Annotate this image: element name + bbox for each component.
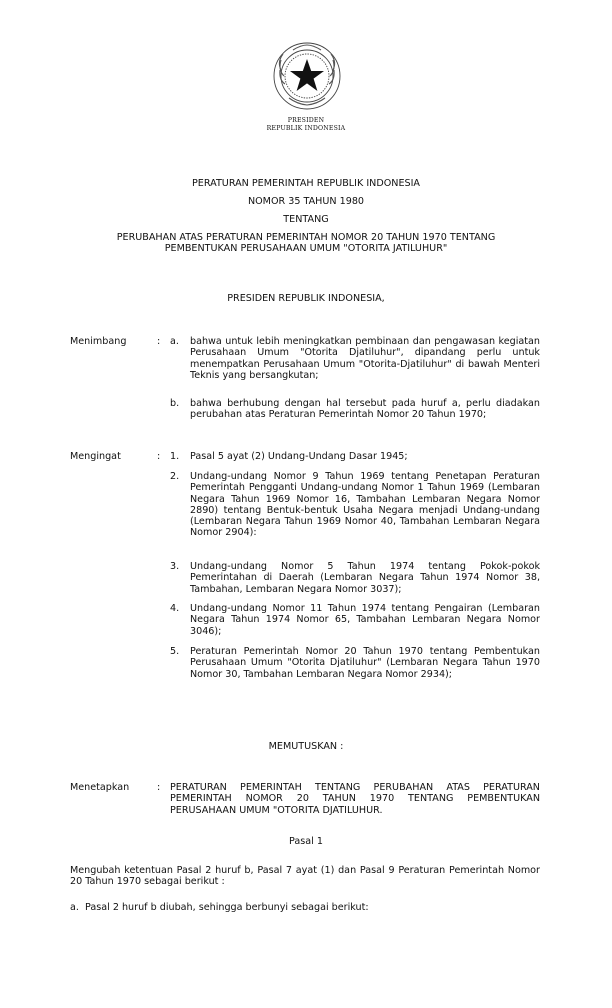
mengingat-mark-5: 5. [170,646,180,657]
menimbang-item-b: bahwa berhubung dengan hal tersebut pada huruf a, perlu diadakan perubahan atas Peraturan Pemerintah Nomor 20 Tahun 1970; [190,398,540,421]
title-line-3: TENTANG [283,214,329,225]
mengingat-label: Mengingat [70,451,121,462]
menimbang-mark-b: b. [170,398,180,409]
menetapkan-colon: : [157,782,161,793]
preamble: PRESIDEN REPUBLIK INDONESIA, [227,293,385,304]
menetapkan-text: PERATURAN PEMERINTAH TENTANG PERUBAHAN ATAS PERATURAN PEMERINTAH NOMOR 20 TAHUN 1970 TENTANG PEMBENTUKAN PERUSAHAAN UMUM "OTORITA DJATILUHUR. [170,782,540,816]
pasal-1-heading: Pasal 1 [289,836,323,847]
menimbang-item-a: bahwa untuk lebih meningkatkan pembinaan dan pengawasan kegiatan Perusahaan Umum "Otorita Djatiluhur", dipandang perlu untuk menempatkan Perusahaan Umum "Otorita-Djatiluhur" di bawah Menteri Teknis yang bersangkutan; [190,336,540,381]
title-line-1: PERATURAN PEMERINTAH REPUBLIK INDONESIA [192,178,420,189]
pasal-1-mark-a: a. [70,902,79,913]
title-line-5: PEMBENTUKAN PERUSAHAAN UMUM "OTORITA JATILUHUR" [164,243,448,254]
mengingat-mark-2: 2. [170,471,180,482]
mengingat-item-5: Peraturan Pemerintah Nomor 20 Tahun 1970 tentang Pembentukan Perusahaan Umum "Otorita Djatiluhur" (Lembaran Negara Tahun 1970 Nomor 30, Tambahan Lembaran Negara Nomor 2934); [190,646,540,680]
mengingat-mark-1: 1. [170,451,180,462]
header-republik: REPUBLIK INDONESIA [266,125,346,132]
mengingat-item-2: Undang-undang Nomor 9 Tahun 1969 tentang Penetapan Peraturan Pemerintah Pengganti Undang-undang Nomor 1 Tahun 1969 (Lembaran Negara Tahun 1969 Nomor 16, Tambahan Lembaran Negara Nomor 2890) tentang Bentuk-bentuk Usaha Negara menjadi Undang-undang (Lembaran Negara Tahun 1969 Nomor 40, Tambahan Lembaran Negara Nomor 2904): [190,471,540,539]
menetapkan-label: Menetapkan [70,782,130,793]
mengingat-item-4: Undang-undang Nomor 11 Tahun 1974 tentang Pengairan (Lembaran Negara Tahun 1974 Nomor 65, Tambahan Lembaran Negara Nomor 3046); [190,603,540,637]
mengingat-mark-4: 4. [170,603,180,614]
memutuskan-heading: MEMUTUSKAN : [268,741,344,752]
title-line-4: PERUBAHAN ATAS PERATURAN PEMERINTAH NOMOR 20 TAHUN 1970 TENTANG [116,232,496,243]
title-line-2: NOMOR 35 TAHUN 1980 [247,196,365,207]
mengingat-item-3: Undang-undang Nomor 5 Tahun 1974 tentang Pokok-pokok Pemerintahan di Daerah (Lembaran Negara Tahun 1974 Nomor 38, Tambahan, Lembaran Negara Nomor 3037); [190,561,540,595]
mengingat-item-1: Pasal 5 ayat (2) Undang-Undang Dasar 1945; [190,451,408,462]
header-presiden: PRESIDEN [287,117,325,124]
mengingat-mark-3: 3. [170,561,180,572]
menimbang-colon: : [157,336,161,347]
menimbang-mark-a: a. [170,336,179,347]
menimbang-label: Menimbang [70,336,127,347]
garuda-star-seal-icon [271,40,343,112]
pasal-1-intro: Mengubah ketentuan Pasal 2 huruf b, Pasal 7 ayat (1) dan Pasal 9 Peraturan Pemerintah Nomor 20 Tahun 1970 sebagai berikut : [70,865,540,888]
mengingat-colon: : [157,451,161,462]
pasal-1-item-a: Pasal 2 huruf b diubah, sehingga berbunyi sebagai berikut: [85,902,369,913]
